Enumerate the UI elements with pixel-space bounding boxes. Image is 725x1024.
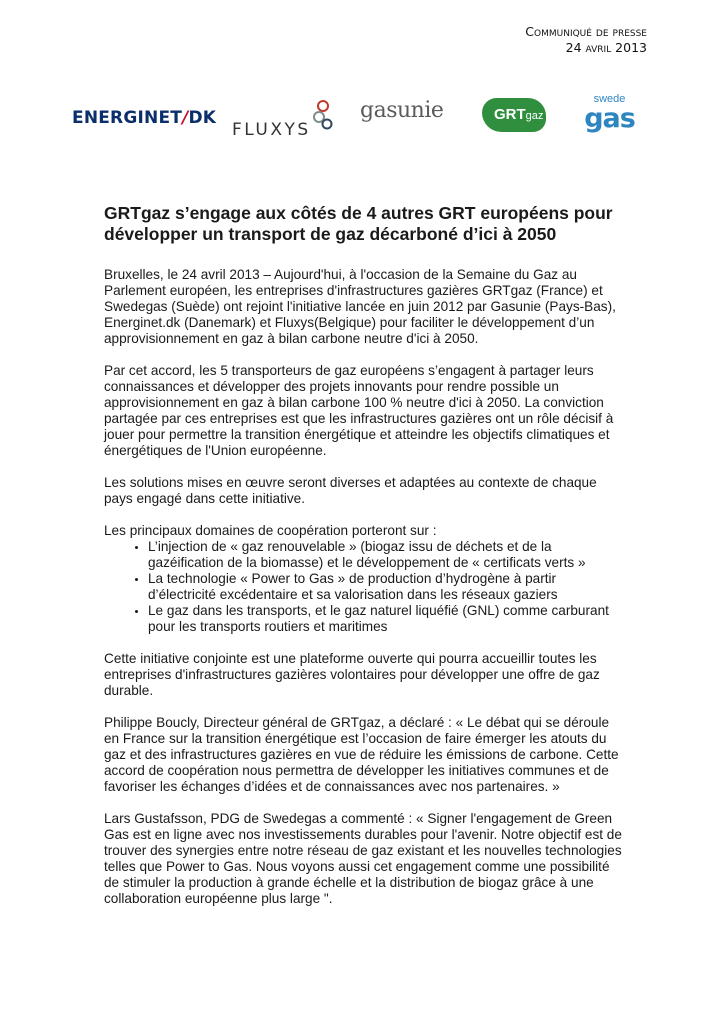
paragraph-open-platform: Cette initiative conjointe est une plateforme ouverte qui pourra accueillir toutes les entreprises d'infrastructures gazières volontaires pour développer une offre de gaz durable. [104, 651, 600, 698]
cooperation-domains-list [104, 539, 626, 635]
paragraph-agreement: Par cet accord, les 5 transporteurs de gaz européens s’engagent à partager leurs connaissances et développer des projets innovants pour rendre possible un approvisionnement en gaz à bilan carbone 100 % neutre d'ici à 2050. La conviction partagée par ces entreprises est que les infrastructures gazières ont un rôle décisif à jouer pour permettre la transition énergétique et atteindre les objectifs climatiques et énergétiques de l'Union européenne. [104, 363, 614, 458]
list-item: • Le gaz dans les transports, et le gaz naturel liquéfié (GNL) comme carburant pour les transports routiers et maritimes [148, 603, 626, 635]
fluxys-logo [232, 100, 342, 140]
fluxys-logo-text: FLUXYS [232, 120, 311, 140]
paragraph-domains-intro: Les principaux domaines de coopération porteront sur : [104, 523, 437, 538]
article-body [104, 203, 626, 923]
fluxys-swirl-icon [310, 100, 336, 130]
release-date: 24 avril 2013 [565, 40, 647, 55]
quote-philippe-boucly: Philippe Boucly, Directeur général de GRTgaz, a déclaré : « Le débat qui se déroule en France sur la transition énergétique est l’occasion de faire émerger les atouts du gaz et des infrastructures gazières en vue de réduire les émissions de carbone. Cette accord de coopération nous permettra de développer les initiatives communes et de favoriser les échanges d’idées et de connaissances avec nos partenaires. » [104, 715, 619, 794]
article-title: GRTgaz s’engage aux côtés de 4 autres GRT européens pour développer un transport de gaz décarboné d’ici à 2050 [104, 203, 613, 244]
partner-logos [72, 88, 652, 148]
list-item: • La technologie « Power to Gas » de production d’hydrogène à partir d’électricité excédentaire et sa valorisation dans les réseaux gaziers [148, 571, 626, 603]
press-release-header [525, 24, 647, 56]
swedegas-logo [582, 94, 637, 138]
grtgaz-logo [482, 98, 557, 134]
paragraph-intro: Bruxelles, le 24 avril 2013 – Aujourd'hui, à l'occasion de la Semaine du Gaz au Parlement européen, les entreprises d'infrastructures gazières GRTgaz (France) et Swedegas (Suède) ont rejoint l'initiative lancée en juin 2012 par Gasunie (Pays-Bas), Energinet.dk (Danemark) et Fluxys(Belgique) pour faciliter le développement d’un approvisionnement en gaz à bilan carbone neutre d'ici à 2050. [104, 267, 616, 346]
energinet-logo-slash: / [182, 108, 189, 128]
quote-lars-gustafsson: Lars Gustafsson, PDG de Swedegas a commenté : « Signer l'engagement de Green Gas est en ligne avec nos investissements durables pour l'avenir. Notre objectif est de trouver des synergies entre notre réseau de gaz existant et les nouvelles technologies telles que Power to Gas. Nous voyons aussi cet engagement comme une possibilité de stimuler la production à grande échelle et la distribution de biogaz grâce à une collaboration européenne plus large ". [104, 811, 622, 906]
paragraph-solutions: Les solutions mises en œuvre seront diverses et adaptées au contexte de chaque pays engagé dans cette initiative. [104, 475, 597, 506]
swedegas-logo-top: swede [593, 93, 626, 105]
energinet-logo-suffix: DK [188, 108, 217, 128]
document-type: Communiqué de presse [525, 24, 647, 39]
energinet-logo [72, 108, 216, 128]
energinet-logo-main: ENERGINET [72, 108, 183, 128]
grtgaz-logo-text: GRTgaz [494, 106, 544, 123]
gasunie-logo: gasunie [360, 98, 444, 123]
swedegas-logo-bottom: gas [584, 103, 635, 134]
list-item: • L’injection de « gaz renouvelable » (biogaz issu de déchets et de la gazéification de la biomasse) et le développement de « certificats verts » [148, 539, 626, 571]
